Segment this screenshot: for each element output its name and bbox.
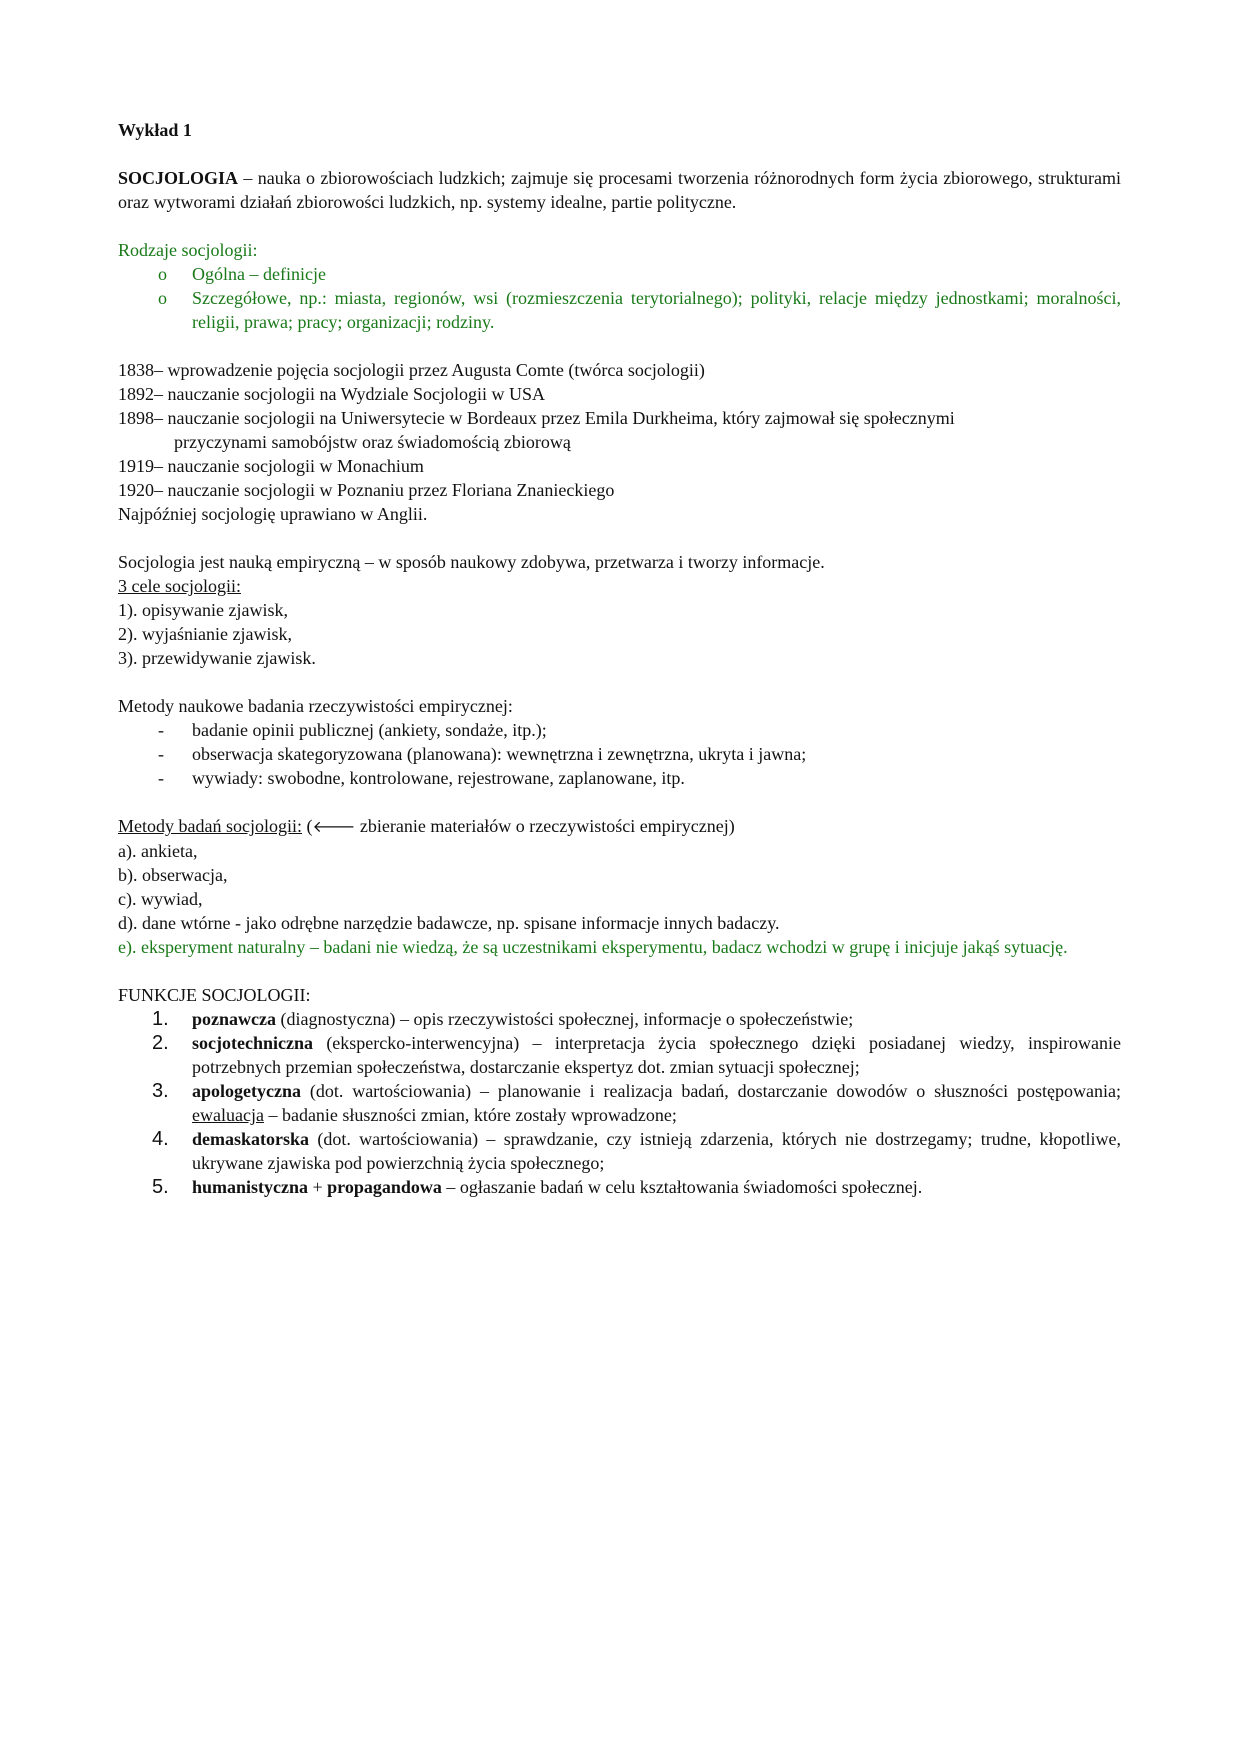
number-marker: 3. (152, 1080, 169, 1102)
timeline-year: 1919 (118, 456, 154, 476)
timeline-year: 1920 (118, 480, 154, 500)
timeline-text: – nauczanie socjologii na Wydziale Socjologii w USA (154, 384, 545, 404)
timeline-entry (118, 358, 1121, 382)
function-item (118, 1175, 1121, 1199)
dash-marker: - (158, 720, 164, 740)
dash-marker: - (158, 744, 164, 764)
function-text (192, 1079, 1121, 1127)
method-item-highlight: e). eksperyment naturalny – badani nie wiedzą, że są uczestnikami eksperymentu, badacz wchodzi w grupę i inicjuje jakąś sytuację. (118, 937, 1068, 957)
list-item-text: obserwacja skategoryzowana (planowana): wewnętrzna i zewnętrzna, ukryta i jawna; (192, 744, 807, 764)
function-name: poznawcza (192, 1009, 276, 1029)
list-item (118, 262, 1121, 286)
timeline-entry (118, 382, 1121, 406)
definition-paragraph (118, 166, 1121, 214)
goals-heading: 3 cele socjologii: (118, 576, 241, 596)
function-text (192, 1127, 1121, 1175)
function-text (192, 1007, 1121, 1031)
method-item: b). obserwacja, (118, 865, 228, 885)
dash-marker: - (158, 768, 164, 788)
function-text (192, 1175, 1121, 1199)
types-section (118, 238, 1121, 334)
timeline-entry (118, 406, 1121, 430)
goal-item: 3). przewidywanie zjawisk. (118, 648, 316, 668)
bullet-marker: o (158, 288, 167, 308)
function-name: apologetyczna (192, 1081, 301, 1101)
method-item: d). dane wtórne - jako odrębne narzędzie badawcze, np. spisane informacje innych badaczy. (118, 913, 780, 933)
timeline-entry (118, 478, 1121, 502)
methods-res-heading: Metody badań socjologii: (118, 816, 302, 836)
goal-item: 2). wyjaśnianie zjawisk, (118, 624, 292, 644)
bullet-marker: o (158, 264, 167, 284)
list-item-text: Szczegółowe, np.: miasta, regionów, wsi (rozmieszczenia terytorialnego); polityki, relacje między jednostkami; moralności, religii, prawa; pracy; organizacji; rodziny. (192, 288, 1121, 332)
list-item-text: badanie opinii publicznej (ankiety, sondaże, itp.); (192, 720, 547, 740)
paren-open: ( (301, 816, 313, 836)
number-marker: 1. (152, 1008, 169, 1030)
function-name: demaskatorska (192, 1129, 310, 1149)
timeline-year: 1892 (118, 384, 154, 404)
function-name: socjotechniczna (192, 1033, 313, 1053)
list-item (118, 766, 1121, 790)
function-plus: + (308, 1177, 328, 1197)
arrow-left-icon: 🡐 (312, 817, 356, 836)
goal-item: 1). opisywanie zjawisk, (118, 600, 288, 620)
empirical-statement: Socjologia jest nauką empiryczną – w sposób naukowy zdobywa, przetwarza i tworzy informacje. (118, 552, 825, 572)
function-term: ewaluacja (192, 1105, 264, 1125)
document-title: Wykład 1 (118, 120, 192, 140)
list-item (118, 718, 1121, 742)
number-marker: 5. (152, 1176, 169, 1198)
timeline (118, 358, 1121, 526)
list-item (118, 286, 1121, 334)
timeline-text: – nauczanie socjologii w Monachium (154, 456, 424, 476)
document-page (118, 118, 1121, 1199)
methods-sci-heading: Metody naukowe badania rzeczywistości empirycznej: (118, 696, 513, 716)
method-item: a). ankieta, (118, 841, 198, 861)
latest-note: Najpóźniej socjologię uprawiano w Anglii. (118, 504, 428, 524)
function-item (118, 1007, 1121, 1031)
function-item (118, 1031, 1121, 1079)
timeline-text: – nauczanie socjologii na Uniwersytecie w Bordeaux przez Emila Durkheima, który zajmował się społecznymi (154, 408, 955, 428)
timeline-year: 1898 (118, 408, 154, 428)
definition-text: – nauka o zbiorowościach ludzkich; zajmuje się procesami tworzenia różnorodnych form życia zbiorowego, strukturami oraz wytworami działań zbiorowości ludzkich, np. systemy idealne, partie polityczne. (118, 168, 1121, 212)
methods-res-note: zbieranie materiałów o rzeczywistości empirycznej) (355, 816, 735, 836)
function-name-2: propagandowa (327, 1177, 442, 1197)
timeline-continuation: przyczynami samobójstw oraz świadomością zbiorową (174, 432, 571, 452)
method-item: c). wywiad, (118, 889, 203, 909)
function-desc: (dot. wartościowania) – sprawdzanie, czy istnieją zdarzenia, których nie dostrzegamy; trudne, kłopotliwe, ukrywane zjawiska pod powierzchnią życia społecznego; (192, 1129, 1121, 1173)
function-name: humanistyczna (192, 1177, 309, 1197)
function-text (192, 1031, 1121, 1079)
number-marker: 4. (152, 1128, 169, 1150)
methods-res-heading-line (118, 814, 1121, 839)
functions-heading: FUNKCJE SOCJOLOGII: (118, 985, 311, 1005)
function-desc-2: – badanie słuszności zmian, które zostały wprowadzone; (263, 1105, 677, 1125)
function-item (118, 1127, 1121, 1175)
list-item-text: Ogólna – definicje (192, 264, 326, 284)
timeline-entry (118, 454, 1121, 478)
number-marker: 2. (152, 1032, 169, 1054)
function-desc: – ogłaszanie badań w celu kształtowania świadomości społecznej. (441, 1177, 923, 1197)
list-item-text: wywiady: swobodne, kontrolowane, rejestrowane, zaplanowane, itp. (192, 768, 685, 788)
list-item (118, 742, 1121, 766)
function-desc: (ekspercko-interwencyjna) – interpretacja życia społecznego dzięki posiadanej wiedzy, inspirowanie potrzebnych przemian społeczeństwa, dostarczanie ekspertyz dot. zmian sytuacji społecznej; (192, 1033, 1121, 1077)
function-item (118, 1079, 1121, 1127)
types-heading: Rodzaje socjologii: (118, 240, 258, 260)
timeline-text: – wprowadzenie pojęcia socjologii przez Augusta Comte (twórca socjologii) (154, 360, 705, 380)
definition-term: SOCJOLOGIA (118, 168, 239, 188)
timeline-year: 1838 (118, 360, 154, 380)
function-desc: (diagnostyczna) – opis rzeczywistości społecznej, informacje o społeczeństwie; (276, 1009, 854, 1029)
function-desc: (dot. wartościowania) – planowanie i realizacja badań, dostarczanie dowodów o słuszności postępowania; (300, 1081, 1121, 1101)
timeline-text: – nauczanie socjologii w Poznaniu przez Floriana Znanieckiego (154, 480, 615, 500)
